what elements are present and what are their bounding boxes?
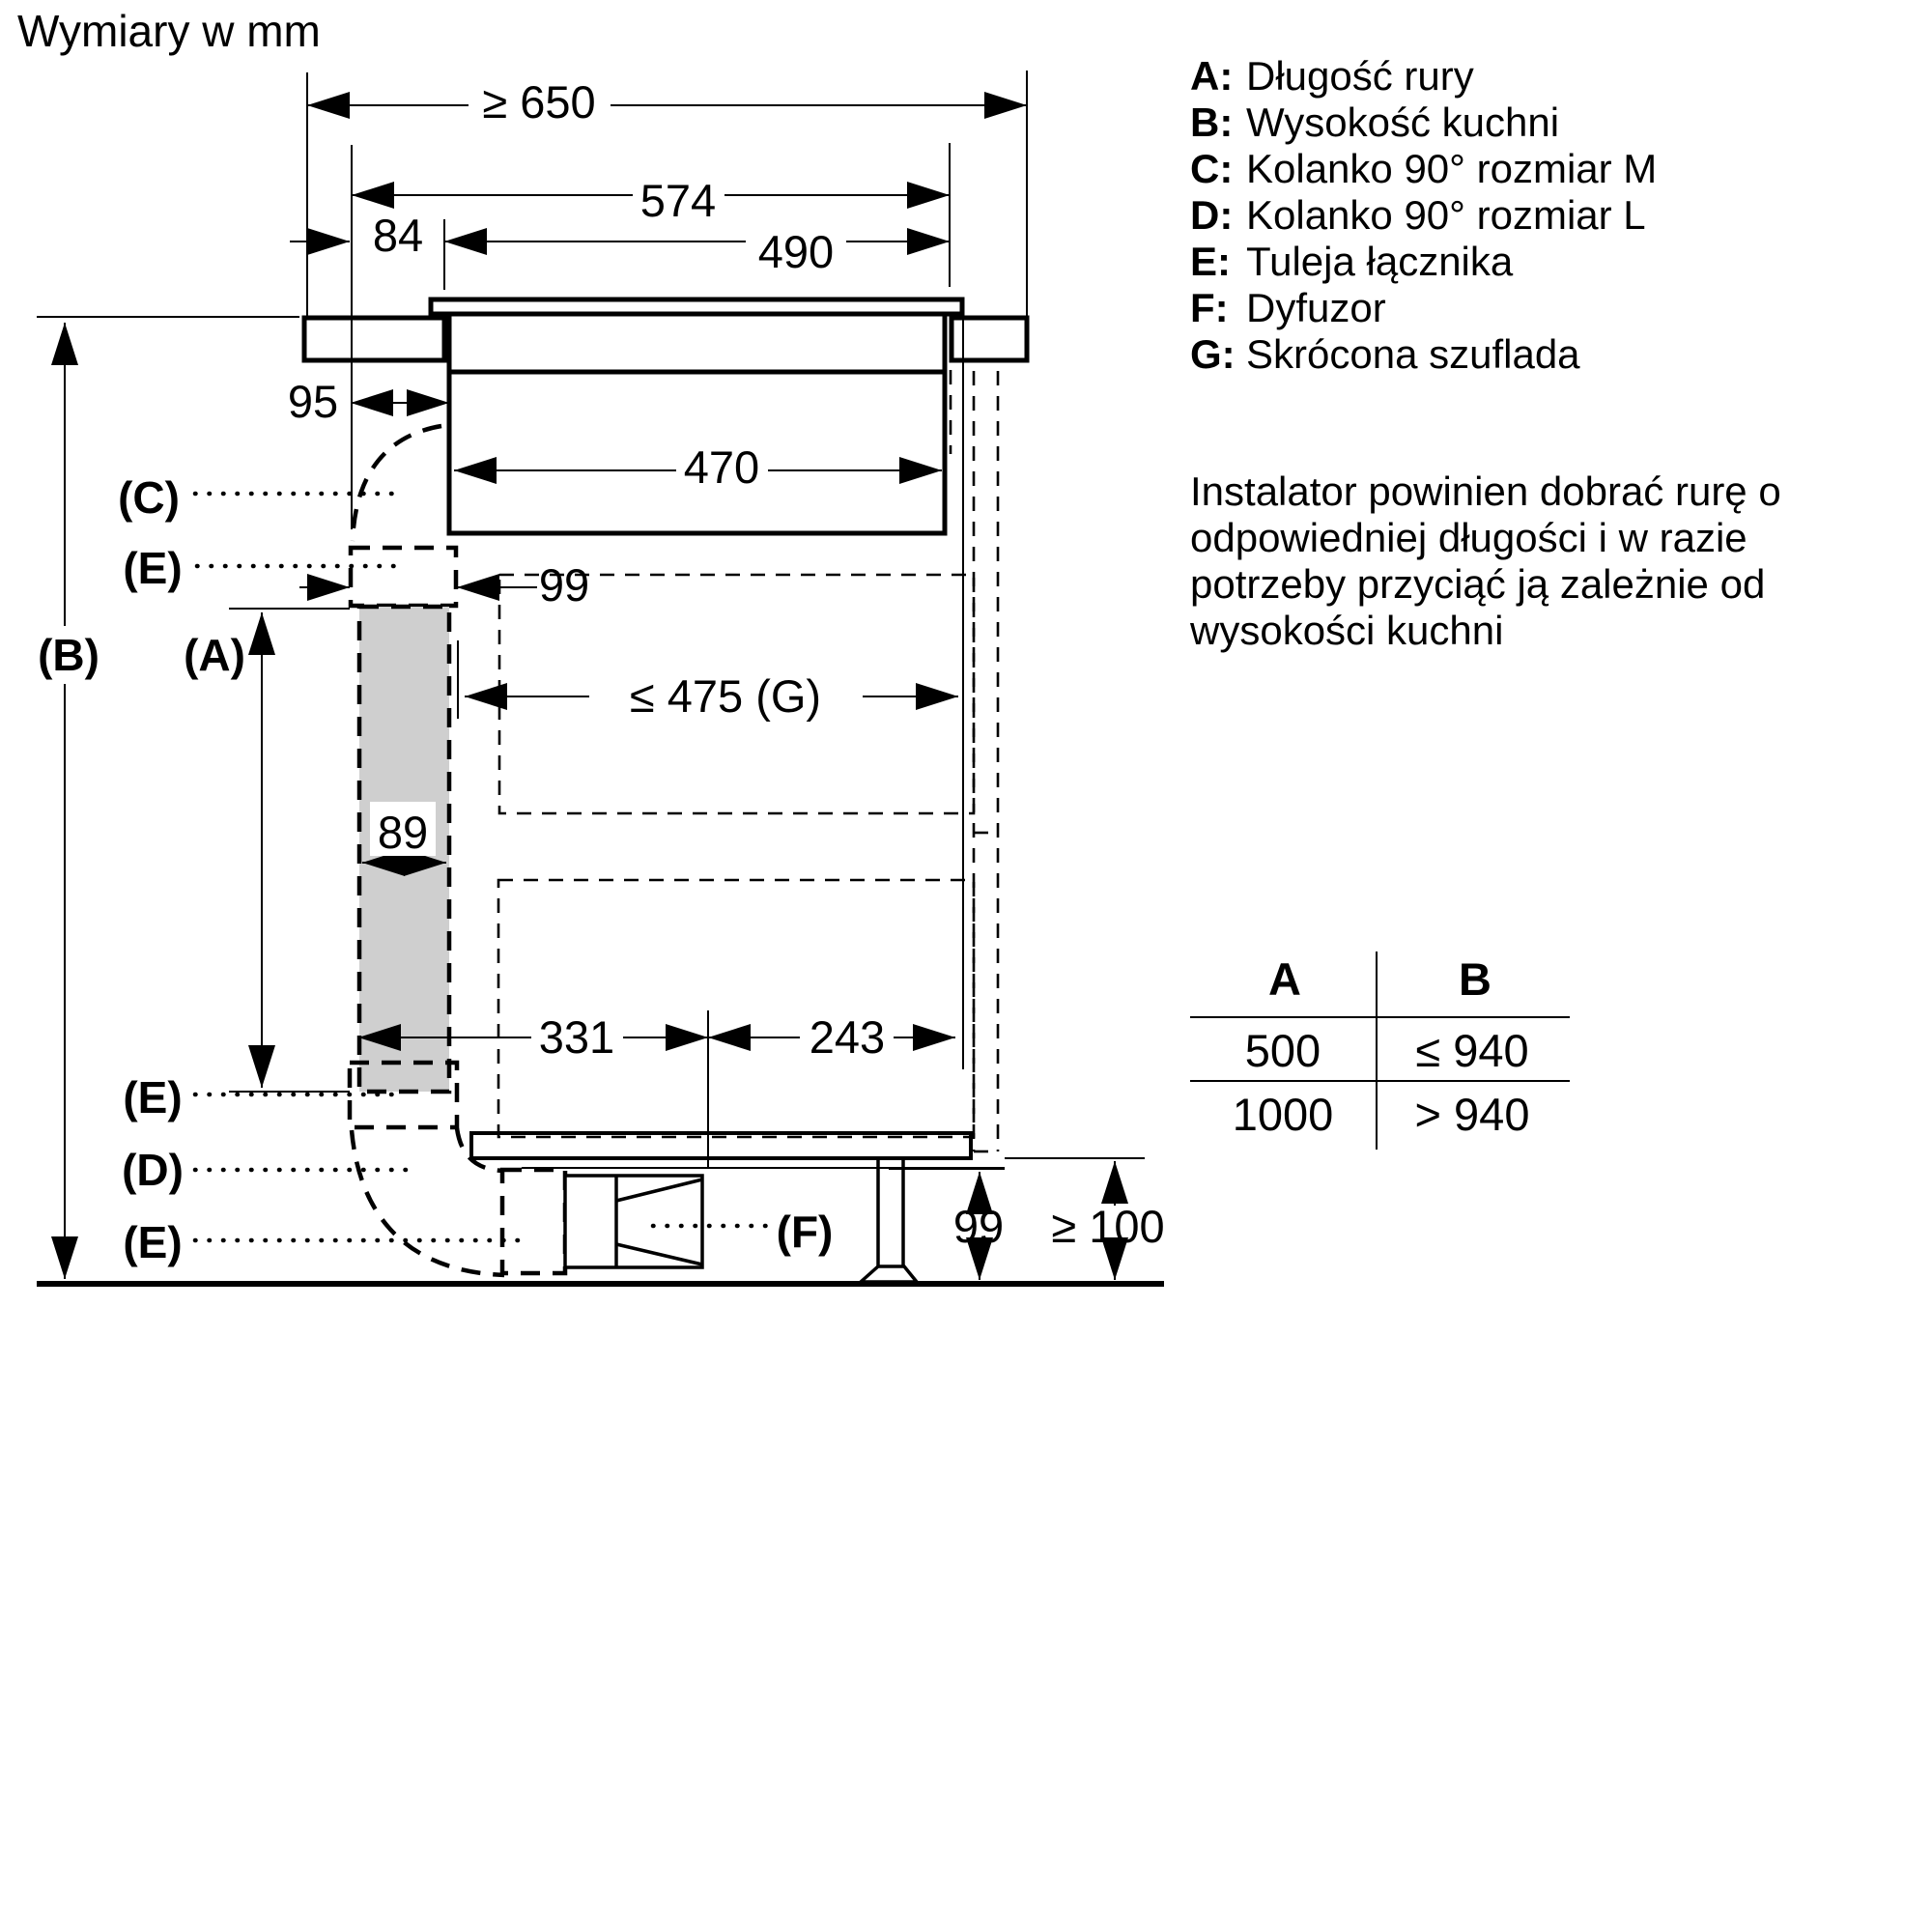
note-line-1: Instalator powinien dobrać rurę o (1190, 469, 1781, 514)
label-e1: (E) (123, 543, 183, 593)
dim-650-text: ≥ 650 (482, 76, 596, 128)
note-line-3: potrzeby przyciąć ją zależnie od (1190, 561, 1766, 607)
dim-243-text: 243 (809, 1011, 886, 1063)
dim-100-text: ≥ 100 (1051, 1201, 1165, 1252)
dim-95-text: 95 (287, 376, 339, 427)
legend-key-c: C: (1190, 146, 1234, 191)
table-cell-a2: 1000 (1232, 1089, 1334, 1140)
page-title: Wymiary w mm (17, 6, 321, 56)
elbow-c-outline (353, 426, 441, 541)
legend-label-f: Dyfuzor (1246, 285, 1386, 330)
note-line-2: odpowiedniej długości i w razie (1190, 515, 1747, 560)
label-e3: (E) (123, 1217, 183, 1267)
dim-89-text: 89 (377, 807, 429, 858)
legend-label-d: Kolanko 90° rozmiar L (1246, 192, 1646, 238)
legend-key-b: B: (1190, 99, 1234, 145)
legend-key-g: G: (1190, 331, 1236, 377)
table-cell-a1: 500 (1244, 1025, 1321, 1076)
table-cell-b1: ≤ 940 (1415, 1025, 1529, 1076)
note-line-4: wysokości kuchni (1190, 608, 1504, 653)
dim-574-text: 574 (639, 175, 717, 226)
legend-key-e: E: (1190, 239, 1231, 284)
drawer-lower-outline (498, 880, 974, 1137)
label-a: (A) (184, 630, 245, 680)
legend-label-b: Wysokość kuchni (1246, 99, 1560, 145)
legend-key-a: A: (1190, 53, 1234, 99)
legend (1190, 53, 1657, 377)
ab-table (1190, 952, 1570, 1150)
legend-label-e: Tuleja łącznika (1246, 239, 1514, 284)
sleeve-horizontal-e (502, 1170, 565, 1273)
installer-note (1189, 469, 1781, 653)
section-structure (37, 299, 1164, 1284)
dim-99-bottom-text: 99 (952, 1201, 1005, 1252)
dim-99-top-text: 99 (538, 559, 590, 611)
label-f: (F) (776, 1207, 834, 1257)
extension-lines (229, 71, 1027, 1169)
elbow-d-outer-outline (352, 1130, 504, 1275)
dim-475-text: ≤ 475 (G) (629, 670, 822, 722)
legend-label-c: Kolanko 90° rozmiar M (1246, 146, 1658, 191)
table-cell-b2: > 940 (1414, 1089, 1530, 1140)
dim-490-text: 490 (757, 226, 835, 277)
label-c: (C) (118, 472, 180, 523)
dim-470-text: 470 (683, 441, 760, 493)
legend-label-a: Długość rury (1246, 53, 1474, 99)
worktop-left-section (304, 318, 444, 360)
dim-331-text: 331 (538, 1011, 615, 1063)
label-d: (D) (122, 1145, 184, 1195)
legend-key-d: D: (1190, 192, 1234, 238)
table-header-a: A (1268, 953, 1301, 1005)
label-e2: (E) (123, 1072, 183, 1122)
diffuser-body (565, 1176, 702, 1267)
legend-key-f: F: (1190, 285, 1229, 330)
hob-housing (449, 314, 945, 533)
legend-label-g: Skrócona szuflada (1246, 331, 1580, 377)
leader-lines (195, 494, 768, 1240)
dim-84-text: 84 (372, 210, 424, 261)
label-b: (B) (38, 630, 99, 680)
table-header-b: B (1459, 953, 1492, 1005)
sleeve-top-e (351, 548, 456, 606)
leg-foot (861, 1266, 917, 1282)
